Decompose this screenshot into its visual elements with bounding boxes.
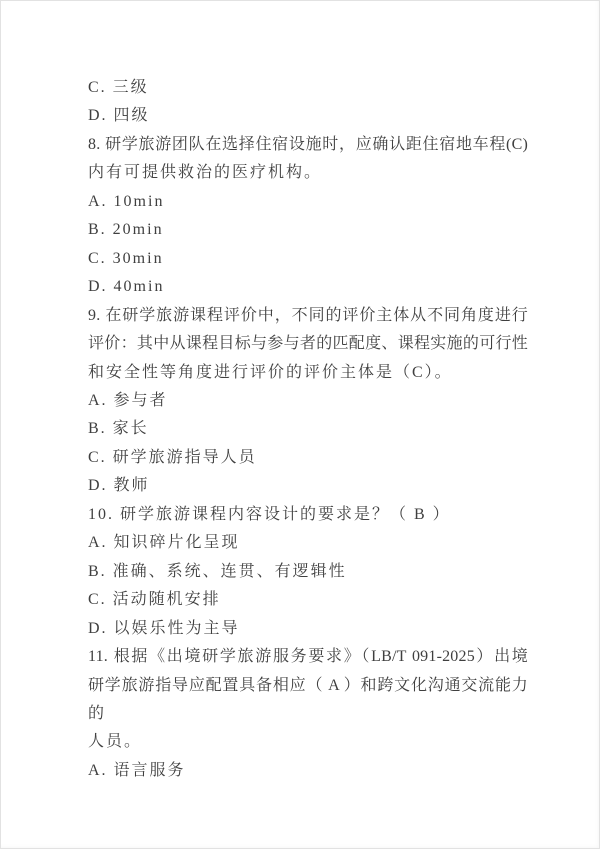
text-line: B. 20min <box>88 221 164 239</box>
text-line: 人员。 <box>88 733 143 751</box>
text-line: 11. 根据《出境研学旅游服务要求》（LB/T 091-2025）出境 <box>88 648 528 666</box>
text-line: C. 30min <box>88 249 164 267</box>
text-line: D. 以娱乐性为主导 <box>88 619 240 637</box>
text-line: A. 10min <box>88 192 165 210</box>
text-line: 研学旅游指导应配置具备相应（ A ）和跨文化沟通交流能力的 <box>88 676 528 722</box>
text-line: D. 教师 <box>88 477 150 495</box>
text-line: 和安全性等角度进行评价的评价主体是（C）。 <box>88 363 453 381</box>
text-line: D. 四级 <box>88 107 150 125</box>
text-line: A. 知识碎片化呈现 <box>88 534 240 552</box>
text-line: 10. 研学旅游课程内容设计的要求是？（ B ） <box>88 505 451 523</box>
text-line: 评价：其中从课程目标与参与者的匹配度、课程实施的可行性 <box>88 335 528 353</box>
text-line: C. 活动随机安排 <box>88 591 221 609</box>
text-line: A. 参与者 <box>88 391 168 409</box>
text-line: D. 40min <box>88 278 165 296</box>
text-line: C. 三级 <box>88 79 149 96</box>
text-line: 9. 在研学旅游课程评价中，不同的评价主体从不同角度进行 <box>88 306 528 324</box>
question-text-block <box>88 74 528 785</box>
text-line: B. 准确、系统、连贯、有逻辑性 <box>88 562 347 580</box>
text-line: B. 家长 <box>88 420 149 438</box>
text-line: 内有可提供救治的医疗机构。 <box>88 164 323 182</box>
text-line: A. 语言服务 <box>88 761 186 779</box>
text-line: C. 研学旅游指导人员 <box>88 448 257 466</box>
text-line: 8. 研学旅游团队在选择住宿设施时，应确认距住宿地车程(C) <box>88 135 528 153</box>
